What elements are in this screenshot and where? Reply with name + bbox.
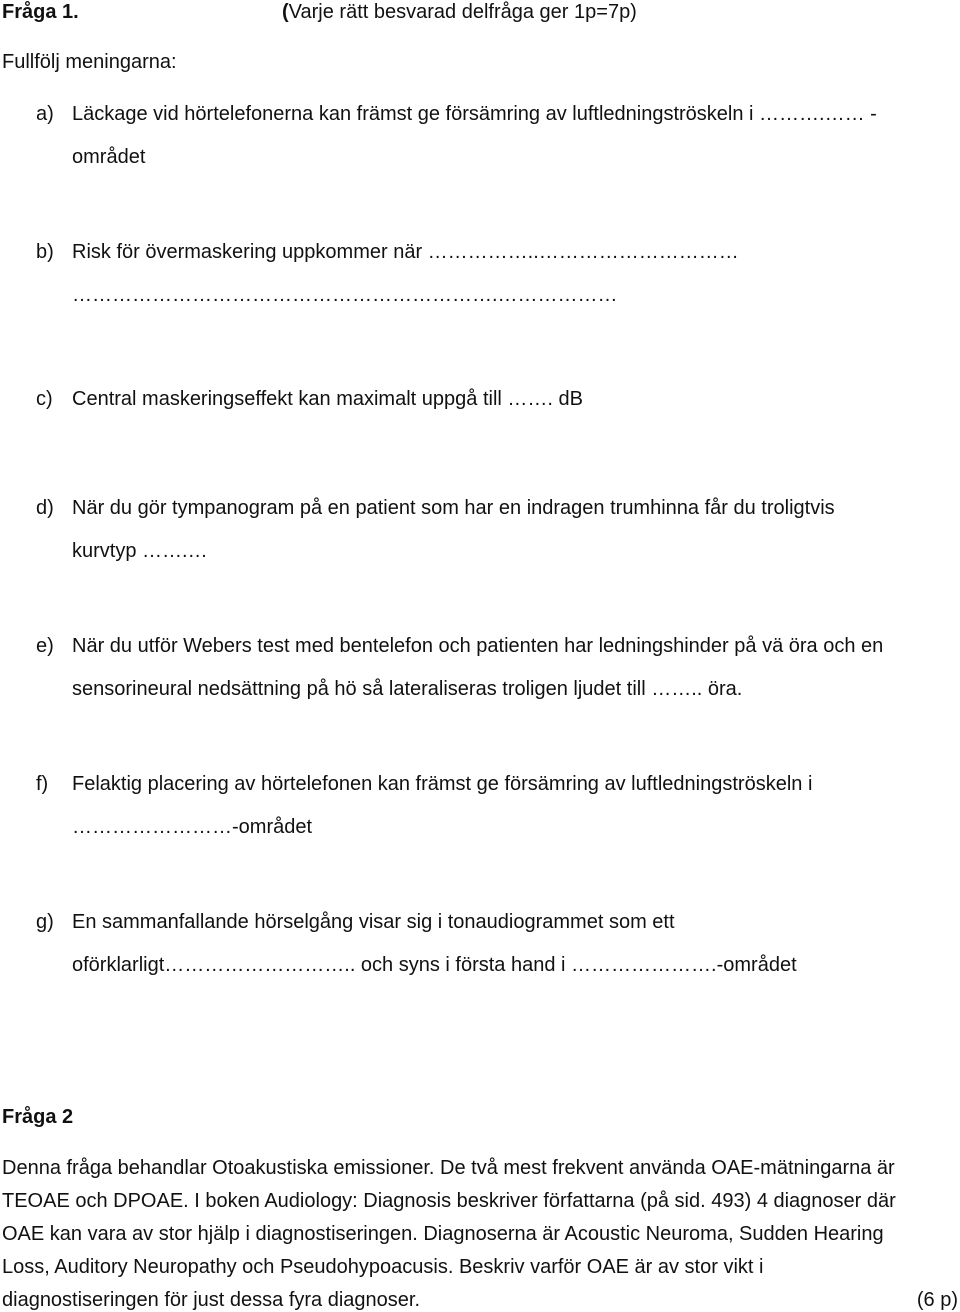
item-g-line2: oförklarligt……………………….. och syns i första hand i ………………….-området xyxy=(72,954,797,976)
q2-points: (6 p) xyxy=(916,1289,958,1311)
item-f-line1: Felaktig placering av hörtelefonen kan främst ge försämring av luftledningströskeln i xyxy=(72,773,813,795)
points-note xyxy=(282,0,637,24)
item-a-line1: Läckage vid hörtelefonerna kan främst ge försämring av luftledningströskeln i ……….…… - xyxy=(72,103,877,125)
item-f-line2: ……………………-området xyxy=(72,816,313,838)
points-note-paren: ( xyxy=(282,1,289,23)
item-d-label: d) xyxy=(36,497,54,519)
item-c-line1: Central maskeringseffekt kan maximalt uppgå till ……. dB xyxy=(72,388,583,410)
item-g-line1: En sammanfallande hörselgång visar sig i tonaudiogrammet som ett xyxy=(72,911,675,933)
item-e-label: e) xyxy=(36,635,54,657)
item-b-line2: ……………………………………………………….……………… xyxy=(72,284,618,306)
question-2-title: Fråga 2 xyxy=(2,1106,74,1128)
q2-line-5: diagnostiseringen för just dessa fyra diagnoser. xyxy=(2,1289,421,1311)
item-b-line1: Risk för övermaskering uppkommer när ……………..………………………… xyxy=(72,241,739,263)
item-g-label: g) xyxy=(36,911,54,933)
item-c-label: c) xyxy=(36,388,53,410)
item-d-line1: När du gör tympanogram på en patient som har en indragen trumhinna får du troligtvis xyxy=(72,497,835,519)
item-e-line1: När du utför Webers test med bentelefon och patienten har ledningshinder på vä öra och en xyxy=(72,635,884,657)
item-b-label: b) xyxy=(36,241,54,263)
points-note-rest: Varje rätt besvarad delfråga ger 1p=7p) xyxy=(288,1,637,23)
item-f-label: f) xyxy=(36,773,49,795)
item-e-line2: sensorineural nedsättning på hö så lateraliseras troligen ljudet till …….. öra. xyxy=(72,678,743,700)
q2-line-2: TEOAE och DPOAE. I boken Audiology: Diagnosis beskriver författarna (på sid. 493) 4 diagnoser där xyxy=(2,1190,896,1212)
item-a-line2: området xyxy=(72,146,146,168)
q2-line-4: Loss, Auditory Neuropathy och Pseudohypoacusis. Beskriv varför OAE är av stor vikt i xyxy=(2,1256,764,1278)
item-a-label: a) xyxy=(36,103,54,125)
instruction-text: Fullfölj meningarna: xyxy=(2,51,177,73)
q2-line-3: OAE kan vara av stor hjälp i diagnostiseringen. Diagnoserna är Acoustic Neuroma, Sudden Hearing xyxy=(2,1223,884,1245)
question-1-title: Fråga 1. xyxy=(2,1,79,23)
q2-line-1: Denna fråga behandlar Otoakustiska emissioner. De två mest frekvent använda OAE-mätningarna är xyxy=(2,1157,895,1179)
item-d-line2: kurvtyp …….… xyxy=(72,540,208,562)
